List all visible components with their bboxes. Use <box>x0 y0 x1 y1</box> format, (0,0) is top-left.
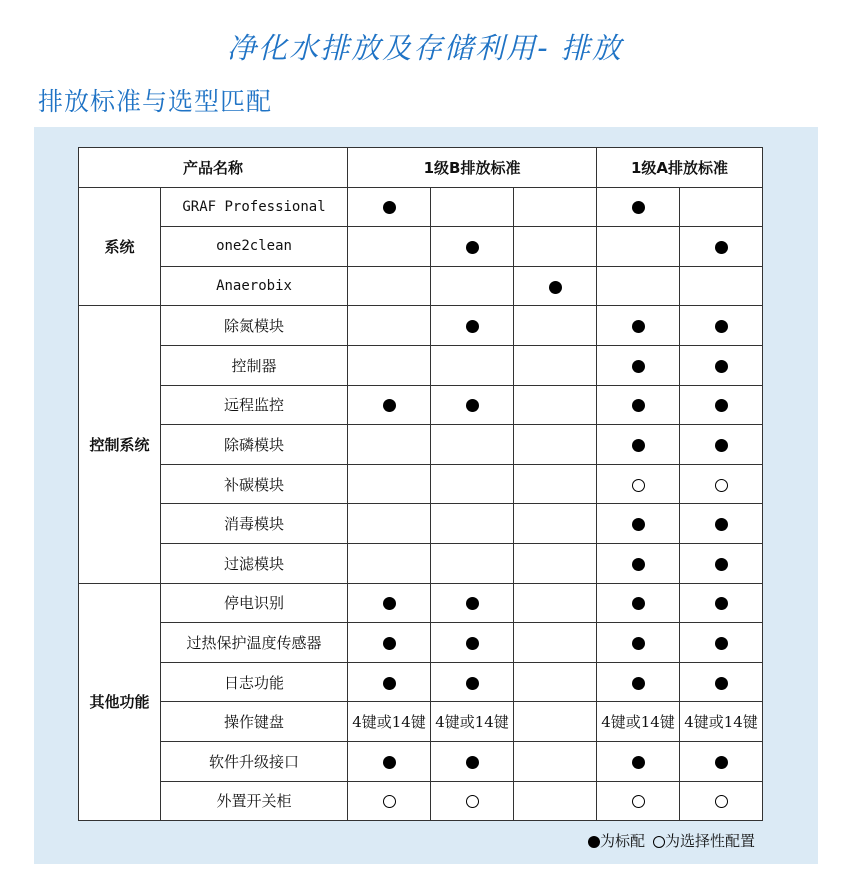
table-cell <box>514 741 597 781</box>
table-cell <box>514 464 597 504</box>
item-name: 外置开关柜 <box>161 781 348 821</box>
filled-dot-icon <box>632 597 645 610</box>
item-name: 控制器 <box>161 345 348 385</box>
table-cell <box>514 345 597 385</box>
item-name: 日志功能 <box>161 662 348 702</box>
table-cell <box>597 345 680 385</box>
filled-dot-icon <box>383 597 396 610</box>
header-standard-b: 1级B排放标准 <box>348 148 597 188</box>
table-cell <box>348 623 431 663</box>
table-cell <box>431 741 514 781</box>
table-cell <box>431 781 514 821</box>
table-cell <box>680 187 763 227</box>
table-cell <box>597 662 680 702</box>
table-cell <box>348 187 431 227</box>
table-cell <box>514 623 597 663</box>
table-cell <box>348 464 431 504</box>
table-row <box>79 425 763 465</box>
table-cell <box>680 504 763 544</box>
filled-dot-icon <box>632 399 645 412</box>
filled-dot-icon <box>383 201 396 214</box>
open-circle-icon <box>653 836 665 848</box>
table-cell <box>597 187 680 227</box>
filled-dot-icon <box>466 677 479 690</box>
table-cell <box>431 464 514 504</box>
table-row <box>79 741 763 781</box>
item-name: one2clean <box>161 227 348 267</box>
open-circle-icon <box>632 795 645 808</box>
table-cell <box>680 266 763 306</box>
filled-dot-icon <box>549 281 562 294</box>
table-cell <box>348 345 431 385</box>
table-cell: 4键或14键 <box>597 702 680 742</box>
table-cell <box>348 306 431 346</box>
table-cell <box>514 504 597 544</box>
table-cell <box>597 464 680 504</box>
table-cell <box>597 385 680 425</box>
table-cell <box>680 227 763 267</box>
filled-dot-icon <box>383 637 396 650</box>
filled-dot-icon <box>715 558 728 571</box>
table-cell <box>514 781 597 821</box>
filled-dot-icon <box>715 320 728 333</box>
filled-dot-icon <box>466 320 479 333</box>
table-row <box>79 266 763 306</box>
table-cell <box>514 306 597 346</box>
filled-dot-icon <box>466 241 479 254</box>
item-name: Anaerobix <box>161 266 348 306</box>
filled-dot-icon <box>715 399 728 412</box>
filled-dot-icon <box>632 320 645 333</box>
table-row <box>79 504 763 544</box>
table-cell: 4键或14键 <box>680 702 763 742</box>
filled-dot-icon <box>715 518 728 531</box>
table-cell <box>680 385 763 425</box>
open-circle-icon <box>715 479 728 492</box>
table-cell <box>431 187 514 227</box>
selection-table <box>78 147 763 821</box>
table-cell <box>597 741 680 781</box>
filled-dot-icon <box>632 518 645 531</box>
filled-dot-icon <box>715 241 728 254</box>
group-label: 其他功能 <box>79 583 161 821</box>
filled-dot-icon <box>383 677 396 690</box>
table-row <box>79 385 763 425</box>
header-standard-a: 1级A排放标准 <box>597 148 763 188</box>
header-product-name: 产品名称 <box>79 148 348 188</box>
filled-dot-icon <box>632 558 645 571</box>
open-circle-icon <box>632 479 645 492</box>
table-cell <box>431 623 514 663</box>
table-cell <box>348 504 431 544</box>
table-cell <box>680 662 763 702</box>
table-row <box>79 781 763 821</box>
table-cell <box>597 306 680 346</box>
group-label: 控制系统 <box>79 306 161 583</box>
item-name: 软件升级接口 <box>161 741 348 781</box>
filled-dot-icon <box>466 756 479 769</box>
table-cell <box>514 543 597 583</box>
filled-dot-icon <box>715 597 728 610</box>
table-cell <box>514 266 597 306</box>
legend-open-label: 为选择性配置 <box>665 832 756 850</box>
legend-filled-label: 为标配 <box>600 832 646 850</box>
table-cell <box>514 583 597 623</box>
item-name: 停电识别 <box>161 583 348 623</box>
table-cell <box>431 425 514 465</box>
table-cell <box>348 425 431 465</box>
table-cell <box>514 227 597 267</box>
table-row <box>79 623 763 663</box>
filled-dot-icon <box>715 756 728 769</box>
filled-dot-icon <box>632 439 645 452</box>
table-cell <box>680 425 763 465</box>
item-name: GRAF Professional <box>161 187 348 227</box>
table-cell: 4键或14键 <box>431 702 514 742</box>
filled-dot-icon <box>715 637 728 650</box>
table-row <box>79 306 763 346</box>
filled-dot-icon <box>632 677 645 690</box>
table-cell <box>348 741 431 781</box>
table-row <box>79 702 763 742</box>
item-name: 过滤模块 <box>161 543 348 583</box>
filled-dot-icon <box>632 201 645 214</box>
table-cell <box>680 345 763 385</box>
filled-dot-icon <box>715 360 728 373</box>
table-cell <box>597 227 680 267</box>
table-cell <box>431 345 514 385</box>
table-cell <box>680 464 763 504</box>
table-cell: 4键或14键 <box>348 702 431 742</box>
table-body <box>79 187 763 821</box>
table-cell <box>597 543 680 583</box>
table-cell <box>597 425 680 465</box>
table-cell <box>431 385 514 425</box>
table-row <box>79 345 763 385</box>
table-cell <box>348 266 431 306</box>
item-name: 远程监控 <box>161 385 348 425</box>
table-cell <box>680 781 763 821</box>
filled-dot-icon <box>632 360 645 373</box>
table-row <box>79 464 763 504</box>
table-cell <box>514 187 597 227</box>
table-cell <box>680 623 763 663</box>
table-cell <box>597 583 680 623</box>
table-cell <box>514 425 597 465</box>
table-header-row <box>79 148 763 188</box>
table-cell <box>597 623 680 663</box>
item-name: 除氮模块 <box>161 306 348 346</box>
table-cell <box>431 662 514 702</box>
table-cell <box>348 583 431 623</box>
open-circle-icon <box>466 795 479 808</box>
table-row <box>79 227 763 267</box>
table-cell <box>431 543 514 583</box>
table-cell <box>348 662 431 702</box>
table-cell <box>431 227 514 267</box>
page-title: 净化水排放及存储利用- 排放 <box>227 31 623 65</box>
filled-dot-icon <box>466 399 479 412</box>
item-name: 消毒模块 <box>161 504 348 544</box>
table-row <box>79 543 763 583</box>
filled-dot-icon <box>632 637 645 650</box>
filled-dot-icon <box>715 677 728 690</box>
table-cell <box>597 781 680 821</box>
filled-dot-icon <box>383 756 396 769</box>
table-cell <box>431 583 514 623</box>
open-circle-icon <box>383 795 396 808</box>
table-cell <box>431 504 514 544</box>
filled-dot-icon <box>383 399 396 412</box>
table-cell <box>431 306 514 346</box>
legend <box>588 830 755 851</box>
table-cell <box>514 702 597 742</box>
table-cell <box>348 385 431 425</box>
table-cell <box>597 266 680 306</box>
table-row <box>79 662 763 702</box>
section-subtitle: 排放标准与选型匹配 <box>38 87 273 116</box>
table-cell <box>597 504 680 544</box>
table-cell <box>680 306 763 346</box>
open-circle-icon <box>715 795 728 808</box>
item-name: 过热保护温度传感器 <box>161 623 348 663</box>
filled-dot-icon <box>466 597 479 610</box>
table-cell <box>680 741 763 781</box>
table-row <box>79 583 763 623</box>
item-name: 操作键盘 <box>161 702 348 742</box>
table-cell <box>348 781 431 821</box>
table-cell <box>514 385 597 425</box>
item-name: 除磷模块 <box>161 425 348 465</box>
item-name: 补碳模块 <box>161 464 348 504</box>
filled-dot-icon <box>632 756 645 769</box>
table-cell <box>431 266 514 306</box>
table-cell <box>348 543 431 583</box>
table-cell <box>680 543 763 583</box>
group-label: 系统 <box>79 187 161 306</box>
table-cell <box>680 583 763 623</box>
filled-dot-icon <box>466 637 479 650</box>
filled-dot-icon <box>715 439 728 452</box>
table-cell <box>514 662 597 702</box>
filled-dot-icon <box>588 836 600 848</box>
table-cell <box>348 227 431 267</box>
table-row <box>79 187 763 227</box>
